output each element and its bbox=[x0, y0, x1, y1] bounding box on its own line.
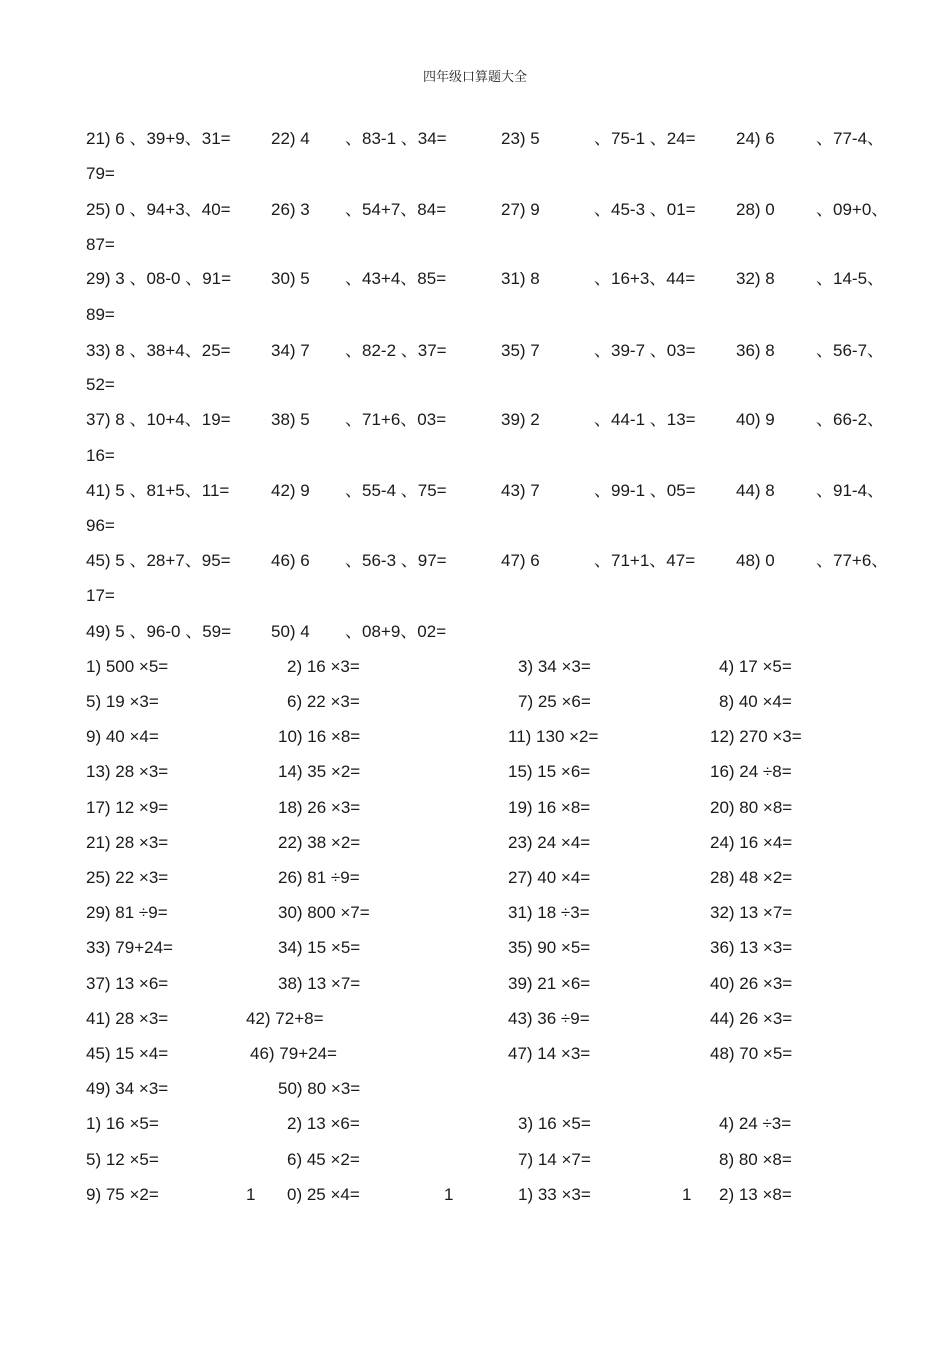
problem-cell: 、99-1 、05= bbox=[594, 481, 696, 500]
problem-cell: 33) 8 、38+4、25= bbox=[86, 341, 231, 360]
problem-row bbox=[0, 408, 950, 432]
problem-cell: 19) 16 ×8= bbox=[508, 798, 591, 817]
problem-row bbox=[0, 620, 950, 644]
problem-cell: 、54+7、84= bbox=[345, 200, 447, 219]
problem-cell: 11) 130 ×2= bbox=[508, 727, 599, 746]
problem-row bbox=[0, 760, 950, 784]
problem-row bbox=[0, 339, 950, 363]
problem-cell: 8) 40 ×4= bbox=[719, 692, 792, 711]
problem-cell: 23) 24 ×4= bbox=[508, 833, 591, 852]
problem-cell: 40) 26 ×3= bbox=[710, 974, 793, 993]
problem-wrap: 87= bbox=[86, 235, 115, 254]
problem-cell: 、56-7、 bbox=[816, 341, 885, 360]
problem-cell: 46) 6 bbox=[271, 551, 310, 570]
problem-cell: 38) 5 bbox=[271, 410, 310, 429]
problem-cell: 49) 34 ×3= bbox=[86, 1079, 169, 1098]
problem-cell: 、45-3 、01= bbox=[594, 200, 696, 219]
problem-cell: 30) 800 ×7= bbox=[278, 903, 370, 922]
problem-cell: 28) 0 bbox=[736, 200, 775, 219]
problem-cell: 12) 270 ×3= bbox=[710, 727, 802, 746]
problem-cell: 39) 21 ×6= bbox=[508, 974, 591, 993]
problem-cell: 、77-4、 bbox=[816, 129, 885, 148]
problem-cell: 43) 7 bbox=[501, 481, 540, 500]
problem-cell: 10) 16 ×8= bbox=[278, 727, 361, 746]
problem-cell: 1) 33 ×3= bbox=[518, 1185, 591, 1204]
problem-cell: 7) 14 ×7= bbox=[518, 1150, 591, 1169]
problem-cell: 、09+0、 bbox=[816, 200, 889, 219]
problem-cell: 1) 500 ×5= bbox=[86, 657, 169, 676]
problem-row bbox=[0, 1183, 950, 1207]
problem-cell: 27) 40 ×4= bbox=[508, 868, 591, 887]
problem-cell: 、16+3、44= bbox=[594, 269, 696, 288]
problem-cell: 38) 13 ×7= bbox=[278, 974, 361, 993]
problem-row bbox=[0, 267, 950, 291]
problem-cell: 、91-4、 bbox=[816, 481, 885, 500]
problem-cell: 17) 12 ×9= bbox=[86, 798, 169, 817]
problem-cell: 13) 28 ×3= bbox=[86, 762, 169, 781]
problem-wrap: 52= bbox=[86, 375, 115, 394]
problem-cell: 8) 80 ×8= bbox=[719, 1150, 792, 1169]
problem-cell: 31) 8 bbox=[501, 269, 540, 288]
problem-cell: 42) 72+8= bbox=[246, 1009, 324, 1028]
problem-row bbox=[0, 972, 950, 996]
problem-cell: 50) 4 bbox=[271, 622, 310, 641]
problem-cell: 、43+4、85= bbox=[345, 269, 447, 288]
problem-cell: 24) 6 bbox=[736, 129, 775, 148]
problem-cell: 39) 2 bbox=[501, 410, 540, 429]
problem-cell: 36) 13 ×3= bbox=[710, 938, 793, 957]
problem-cell: 23) 5 bbox=[501, 129, 540, 148]
problem-cell: 7) 25 ×6= bbox=[518, 692, 591, 711]
problem-cell: 34) 7 bbox=[271, 341, 310, 360]
problem-cell: 26) 3 bbox=[271, 200, 310, 219]
problem-cell: 3) 16 ×5= bbox=[518, 1114, 591, 1133]
problem-cell: 27) 9 bbox=[501, 200, 540, 219]
problem-cell: 48) 70 ×5= bbox=[710, 1044, 793, 1063]
problem-cell: 5) 19 ×3= bbox=[86, 692, 159, 711]
stray-digit: 1 bbox=[682, 1185, 692, 1204]
problem-cell: 2) 16 ×3= bbox=[287, 657, 360, 676]
problem-cell: 49) 5 、96-0 、59= bbox=[86, 622, 232, 641]
problem-cell: 6) 22 ×3= bbox=[287, 692, 360, 711]
problem-row bbox=[0, 549, 950, 573]
problem-cell: 4) 17 ×5= bbox=[719, 657, 792, 676]
problem-cell: 50) 80 ×3= bbox=[278, 1079, 361, 1098]
problem-cell: 40) 9 bbox=[736, 410, 775, 429]
problem-cell: 3) 34 ×3= bbox=[518, 657, 591, 676]
problem-cell: 45) 5 、28+7、95= bbox=[86, 551, 231, 570]
problem-row bbox=[0, 866, 950, 890]
problem-cell: 、77+6、 bbox=[816, 551, 889, 570]
problem-wrap: 16= bbox=[86, 446, 115, 465]
problem-cell: 36) 8 bbox=[736, 341, 775, 360]
problem-cell: 、71+1、47= bbox=[594, 551, 696, 570]
problem-row bbox=[0, 1007, 950, 1031]
stray-digit: 1 bbox=[246, 1185, 256, 1204]
problem-row bbox=[0, 796, 950, 820]
problem-row bbox=[0, 936, 950, 960]
problem-cell: 32) 13 ×7= bbox=[710, 903, 793, 922]
problem-cell: 、14-5、 bbox=[816, 269, 885, 288]
problem-cell: 34) 15 ×5= bbox=[278, 938, 361, 957]
problem-cell: 6) 45 ×2= bbox=[287, 1150, 360, 1169]
problem-cell: 44) 26 ×3= bbox=[710, 1009, 793, 1028]
problem-cell: 41) 5 、81+5、11= bbox=[86, 481, 230, 500]
problem-cell: 41) 28 ×3= bbox=[86, 1009, 169, 1028]
problem-cell: 33) 79+24= bbox=[86, 938, 173, 957]
problem-cell: 、66-2、 bbox=[816, 410, 885, 429]
problem-row bbox=[0, 1042, 950, 1066]
problem-cell: 、56-3 、97= bbox=[345, 551, 447, 570]
problem-cell: 、39-7 、03= bbox=[594, 341, 696, 360]
problem-row bbox=[0, 479, 950, 503]
stray-digit: 1 bbox=[444, 1185, 454, 1204]
problem-cell: 2) 13 ×6= bbox=[287, 1114, 360, 1133]
problem-cell: 48) 0 bbox=[736, 551, 775, 570]
problem-cell: 、44-1 、13= bbox=[594, 410, 696, 429]
problem-row bbox=[0, 1077, 950, 1101]
problem-row bbox=[0, 127, 950, 151]
problem-row bbox=[0, 1112, 950, 1136]
problem-cell: 35) 7 bbox=[501, 341, 540, 360]
problem-cell: 32) 8 bbox=[736, 269, 775, 288]
problem-cell: 42) 9 bbox=[271, 481, 310, 500]
problem-cell: 43) 36 ÷9= bbox=[508, 1009, 590, 1028]
problem-cell: 37) 8 、10+4、19= bbox=[86, 410, 231, 429]
problem-cell: 25) 22 ×3= bbox=[86, 868, 169, 887]
problem-cell: 25) 0 、94+3、40= bbox=[86, 200, 231, 219]
problem-cell: 4) 24 ÷3= bbox=[719, 1114, 792, 1133]
problem-cell: 30) 5 bbox=[271, 269, 310, 288]
problem-cell: 20) 80 ×8= bbox=[710, 798, 793, 817]
problem-cell: 5) 12 ×5= bbox=[86, 1150, 159, 1169]
problem-wrap: 79= bbox=[86, 164, 115, 183]
problem-cell: 2) 13 ×8= bbox=[719, 1185, 792, 1204]
problem-cell: 45) 15 ×4= bbox=[86, 1044, 169, 1063]
problem-cell: 、75-1 、24= bbox=[594, 129, 696, 148]
problem-cell: 46) 79+24= bbox=[250, 1044, 337, 1063]
problem-cell: 37) 13 ×6= bbox=[86, 974, 169, 993]
problem-cell: 47) 14 ×3= bbox=[508, 1044, 591, 1063]
problem-cell: 9) 40 ×4= bbox=[86, 727, 159, 746]
problem-cell: 15) 15 ×6= bbox=[508, 762, 591, 781]
problem-wrap: 17= bbox=[86, 586, 115, 605]
problem-wrap: 96= bbox=[86, 516, 115, 535]
problem-cell: 35) 90 ×5= bbox=[508, 938, 591, 957]
problem-row bbox=[0, 655, 950, 679]
problem-cell: 28) 48 ×2= bbox=[710, 868, 793, 887]
problem-row bbox=[0, 1148, 950, 1172]
problem-cell: 、71+6、03= bbox=[345, 410, 447, 429]
problem-cell: 29) 3 、08-0 、91= bbox=[86, 269, 232, 288]
problem-wrap: 89= bbox=[86, 305, 115, 324]
problem-cell: 29) 81 ÷9= bbox=[86, 903, 168, 922]
problem-row bbox=[0, 198, 950, 222]
problem-cell: 、83-1 、34= bbox=[345, 129, 447, 148]
problem-cell: 21) 6 、39+9、31= bbox=[86, 129, 231, 148]
problem-row bbox=[0, 901, 950, 925]
problem-cell: 18) 26 ×3= bbox=[278, 798, 361, 817]
problem-cell: 、08+9、02= bbox=[345, 622, 447, 641]
problem-cell: 47) 6 bbox=[501, 551, 540, 570]
problem-cell: 1) 16 ×5= bbox=[86, 1114, 159, 1133]
problem-row bbox=[0, 725, 950, 749]
problem-cell: 9) 75 ×2= bbox=[86, 1185, 159, 1204]
problem-cell: 0) 25 ×4= bbox=[287, 1185, 360, 1204]
problem-cell: 22) 38 ×2= bbox=[278, 833, 361, 852]
problem-cell: 26) 81 ÷9= bbox=[278, 868, 360, 887]
problem-cell: 、55-4 、75= bbox=[345, 481, 447, 500]
problem-cell: 14) 35 ×2= bbox=[278, 762, 361, 781]
problem-cell: 24) 16 ×4= bbox=[710, 833, 793, 852]
problem-cell: 、82-2 、37= bbox=[345, 341, 447, 360]
problem-cell: 21) 28 ×3= bbox=[86, 833, 169, 852]
problem-cell: 16) 24 ÷8= bbox=[710, 762, 792, 781]
problem-cell: 44) 8 bbox=[736, 481, 775, 500]
page-header: 四年级口算题大全 bbox=[422, 70, 527, 85]
problem-row bbox=[0, 690, 950, 714]
problem-cell: 31) 18 ÷3= bbox=[508, 903, 590, 922]
problem-row bbox=[0, 831, 950, 855]
problem-cell: 22) 4 bbox=[271, 129, 310, 148]
